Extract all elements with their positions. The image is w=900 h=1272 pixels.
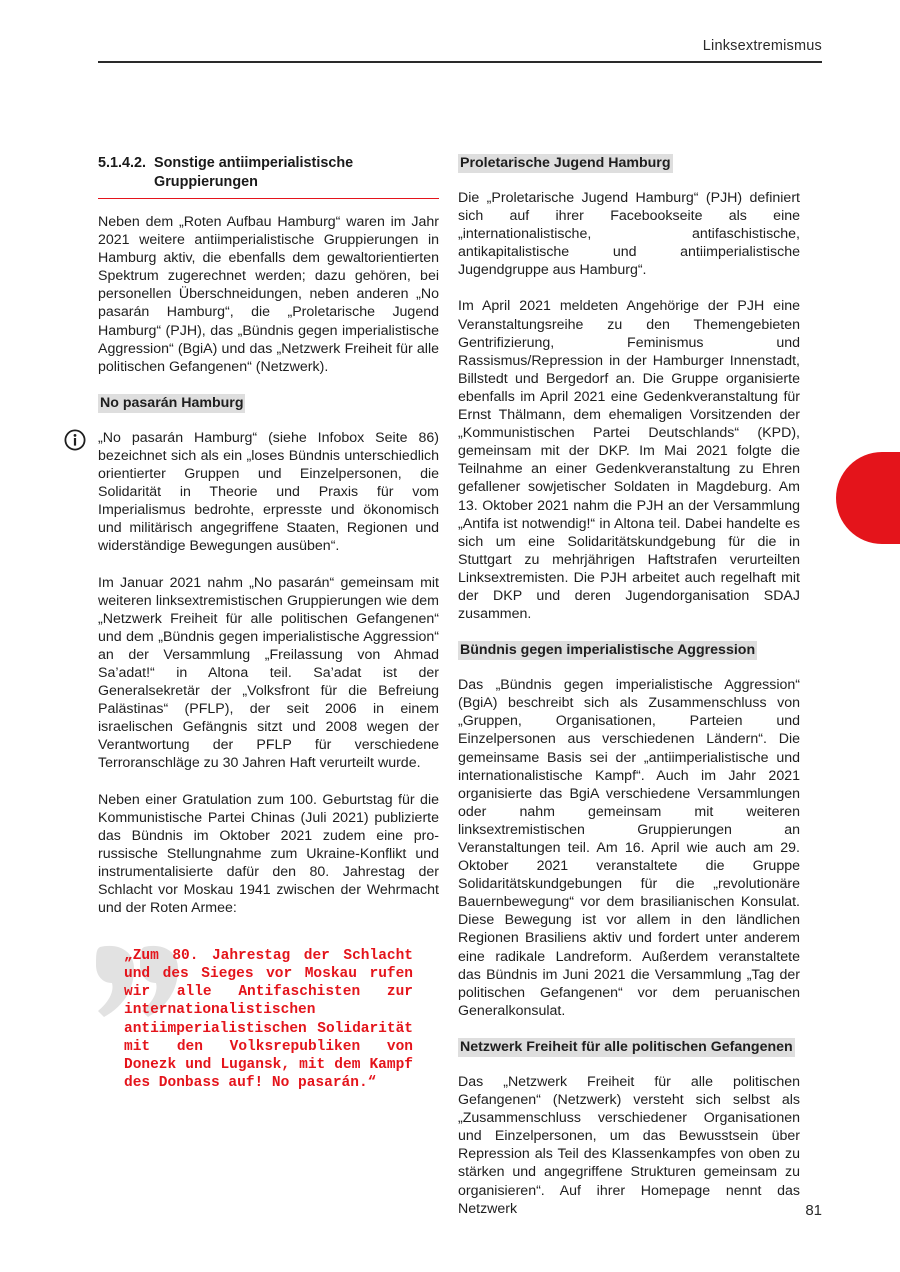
page-number: 81 [805, 1202, 822, 1219]
intro-paragraph: Neben dem „Roten Aufbau Hamburg“ waren im Jahr 2021 weitere antiimperialistische Gruppierungen in Hamburg aktiv, die ebenfalls dem gewaltorientierten Spektrum zugerechnet werden; dazu gehören, bei personellen Überschneidungen, neben anderen „No pasarán Hamburg“, die „Proletarische Jugend Hamburg“ (PJH), das „Bündnis gegen imperialistische Aggression“ (BgiA) und das „Netzwerk Freiheit für alle politischen Gefangenen“ (Netzwerk). [98, 214, 439, 375]
heading-no-pasaran: No pasarán Hamburg [100, 394, 244, 411]
running-header-title: Linksextremismus [702, 38, 822, 54]
bgia-paragraph-1: Das „Bündnis gegen imperialistische Aggression“ (BgiA) beschreibt sich als Zusammenschluss von „Gruppen, Organisationen, Parteien und Einzelpersonen aus verschiedenen Ländern“. Die gemeinsame Basis sei der „antiimperialistische und internationalistische Kampf“. Auch im Jahr 2021 organisierte das BgiA verschiedene Versammlungen oder nahm gemeinsam mit weiteren linksextremistischen Gruppierungen an Veranstaltungen teil. Am 16. April wie auch am 29. Oktober 2021 veranstaltete die Gruppe Solidaritätskundgebungen für die „revolutionäre Bauernbewegung“ vor dem brasilianischen Konsulat. Diese Bewegung ist vor allem in den ländlichen Regionen Brasiliens aktiv und fordert unter anderem eine radikale Landreform. Außerdem veranstaltete das Bündnis im Juni 2021 die Versammlung „Tag der politischen Gefangenen“ vor dem peruanischen Generalkonsulat. [458, 677, 800, 1019]
section-title-line-2: Gruppierungen [154, 174, 258, 190]
info-icon [64, 429, 86, 451]
chapter-side-tab [836, 452, 900, 544]
section-title-line-1: Sonstige antiimperialistische [154, 155, 354, 171]
pull-quote [98, 947, 439, 1107]
right-column [458, 154, 800, 1218]
header-rule [98, 61, 822, 63]
pjh-paragraph-1: Die „Proletarische Jugend Hamburg“ (PJH) definiert sich auf ihrer Facebookseite als eine „internationalistische, antifaschistische, antikapitalistische und antiimperialistische Jugendgruppe aus Hamburg“. [458, 190, 800, 279]
left-column [98, 154, 439, 1107]
heading-bgia: Bündnis gegen imperialistische Aggression [460, 642, 756, 659]
section-number: 5.1.4.2. [98, 155, 147, 171]
no-pasaran-paragraph-3: Neben einer Gratulation zum 100. Geburtstag für die Kommunistische Partei Chinas (Juli 2021) publizierte das Bündnis im Oktober 2021 zudem eine pro-russische Stellungnahme zum Ukraine-Konflikt und instrumentalisierte dafür den 80. Jahrestag der Schlacht vor Moskau 1941 zwischen der Wehrmacht und der Roten Armee: [98, 791, 439, 917]
heading-pjh: Proletarische Jugend Hamburg [460, 155, 671, 171]
pull-quote-text: „Zum 80. Jahrestag der Schlacht und des Sieges vor Moskau rufen wir alle Antifaschisten zur internationalistischen antiimperialistischen Solidarität mit den Volksrepubliken von Donezk und Lugansk, mit dem Kampf des Donbass auf! No pasarán.“ [124, 948, 413, 1091]
pjh-paragraph-2: Im April 2021 meldeten Angehörige der PJH eine Veranstaltungsreihe zu den Themengebieten Gentrifizierung, Feminismus und Rassismus/Repression in der Hamburger Innenstadt, Billstedt und Bergedorf an. Die Gruppe organisierte ebenfalls im April 2021 eine Gedenkveranstaltung für Ernst Thälmann, dem ehemaligen Vorsitzenden der „Kommunistischen Partei Deutschlands“ (KPD), gemeinsam mit der DKP. Im Mai 2021 folgte die Teilnahme an einer Gedenkveranstaltung zu Ehren gefallener sowjetischer Soldaten in Magdeburg. Am 13. Oktober 2021 nahm die PJH an der Versammlung „Antifa ist notwendig!“ in Altona teil. Dabei handelte es sich um eine Solidaritätskundgebung für die in Stuttgart zu mehrjährigen Haftstrafen verurteilten Linksextremisten. Die PJH arbeitet auch regelhaft mit der DKP und deren Jugendorganisation SDAJ zusammen. [458, 298, 800, 623]
section-title-rule [98, 198, 439, 199]
infobox-reference [98, 429, 439, 556]
section-title [98, 154, 439, 192]
netzwerk-paragraph-1: Das „Netzwerk Freiheit für alle politischen Gefangenen“ (Netzwerk) versteht sich selbst als „Zusammenschluss verschiedener Organisationen und Einzelpersonen, um das Bewusstsein über Repression als Teil des Klassenkampfes von oben zu stärken und angegriffene Strukturen gemeinsam zu organisieren“. Auf ihrer Homepage nennt das Netzwerk [458, 1073, 800, 1217]
no-pasaran-paragraph-2: Im Januar 2021 nahm „No pasarán“ gemeinsam mit weiteren linksextremistischen Gruppierungen wie dem „Netzwerk Freiheit für alle politischen Gefangenen“ und dem „Bündnis gegen imperialistische Aggression“ an der Versammlung „Freilassung von Ahmad Sa’adat!“ in Altona teil. Sa’adat ist der Generalsekretär der „Volksfront für die Befreiung Palästinas“ (PFLP), der seit 2006 in einem israelischen Gefängnis sitzt und 2008 wegen der Verantwortung der PFLP für verschiedene Terroranschläge zu 30 Jahren Haft verurteilt wurde. [98, 574, 439, 772]
no-pasaran-paragraph-1: „No pasarán Hamburg“ (siehe Infobox Seite 86) bezeichnet sich als ein „loses Bündnis unterschiedlich orientierter Gruppen und Einzelpersonen, die Solidarität in Theorie und Praxis für vom Imperialismus bedrohte, erpresste und ökonomisch und militärisch angegriffene Staaten, Regionen und widerständige Bewegungen ausüben“. [98, 429, 439, 555]
heading-netzwerk: Netzwerk Freiheit für alle politischen Gefangenen [460, 1038, 793, 1055]
